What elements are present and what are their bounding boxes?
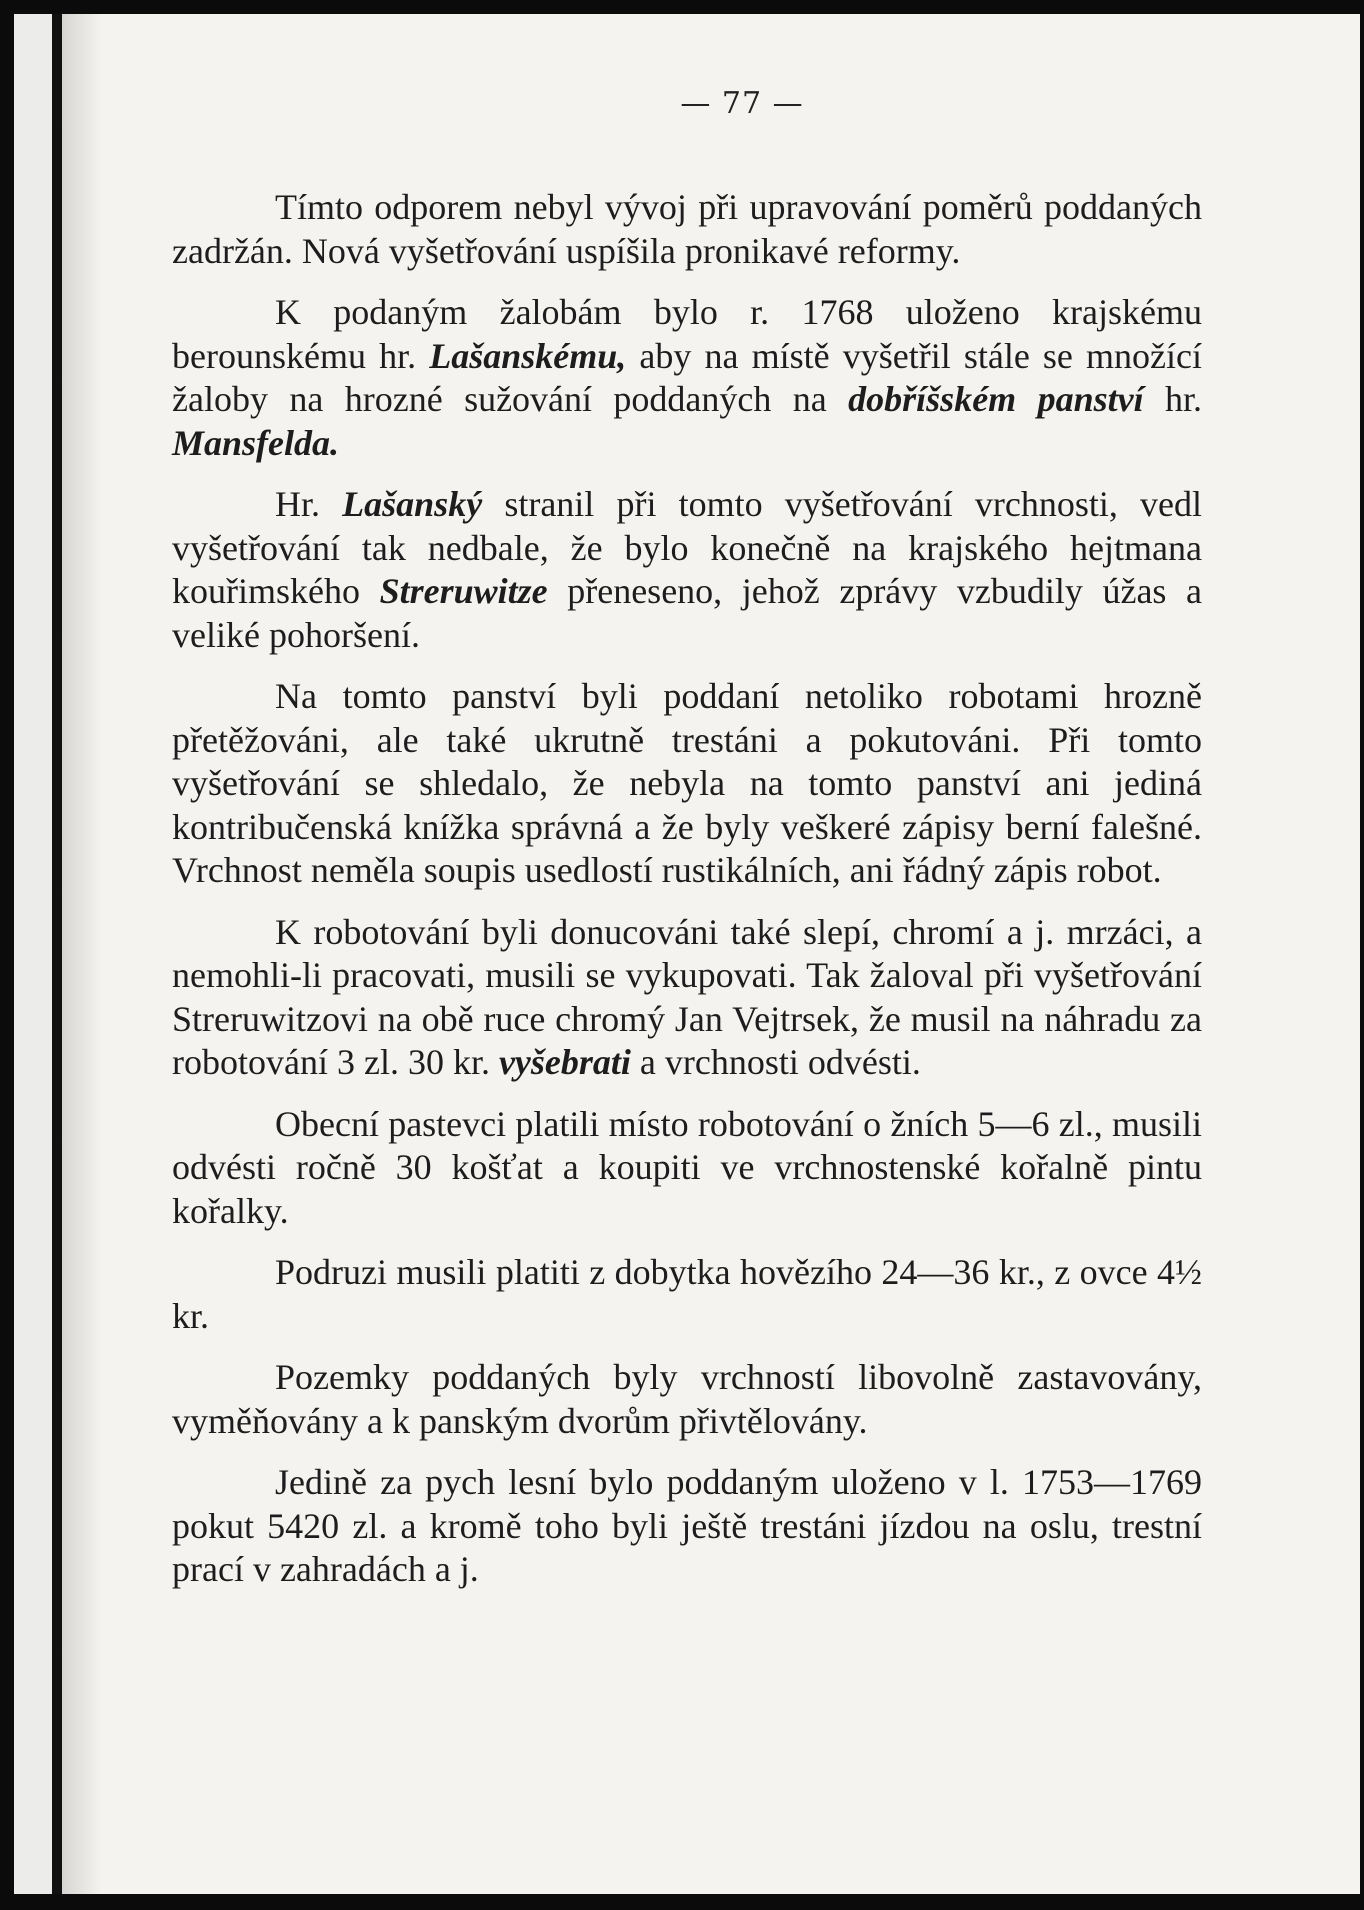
text-segment: K podaným žalobám bylo r. 1768 uloženo krajskému berounskému hr.	[172, 292, 1202, 376]
paragraph	[172, 291, 1202, 465]
text-segment: Na tomto panství byli poddaní netoliko robotami hrozně přetěžováni, ale také ukrutně trestáni a pokutováni. Při tomto vyšetřování se shledalo, že nebyla na tomto panství ani jediná kontribučenská knížka správná a že byly veškeré zápisy berní falešné. Vrchnost neměla soupis usedlostí rustikálních, ani řádný zápis robot.	[172, 676, 1202, 890]
emphasized-text: Lašanský	[342, 484, 483, 524]
paragraph	[172, 1461, 1202, 1592]
text-segment: přeneseno, jehož zprávy vzbudily úžas a veliké pohoršení.	[172, 571, 1203, 655]
body-text	[172, 186, 1202, 1610]
text-segment: Jedině za pych lesní bylo poddaným uloženo v l. 1753—1769 pokut 5420 zl. a kromě toho byli ještě trestáni jízdou na oslu, trestní prací v zahradách a j.	[172, 1462, 1202, 1589]
gutter-shadow	[62, 14, 102, 1894]
paragraph	[172, 911, 1202, 1085]
text-segment: a vrchnosti odvésti.	[630, 1042, 921, 1082]
text-segment: Tímto odporem nebyl vývoj při upravování poměrů poddaných zadržán. Nová vyšetřování uspíšila pronikavé reformy.	[172, 187, 1202, 271]
emphasized-text: Lašanskému,	[429, 335, 627, 376]
text-segment: Obecní pastevci platili místo robotování o žních 5—6 zl., musili odvésti ročně 30 košťat a koupiti ve vrchnostenské kořalně pintu kořalky.	[172, 1103, 1202, 1231]
text-segment: aby na místě vyšetřil stále se množící žaloby na hrozné sužování poddaných na	[172, 335, 1202, 419]
paragraph	[172, 483, 1202, 657]
paragraph	[172, 186, 1202, 273]
text-segment: K robotování byli donucováni také slepí, chromí a j. mrzáci, a nemohli-li pracovati, musili se vykupovati. Tak žaloval při vyšetřování Streruwitzovi na obě ruce chromý Jan Vejtrsek, že musil na náhradu za robotování 3 zl. 30 kr.	[172, 911, 1202, 1082]
paragraph	[172, 1251, 1202, 1338]
text-segment: Hr.	[275, 484, 343, 524]
emphasized-text: Streruwitze	[379, 571, 548, 611]
text-segment: hr.	[1143, 379, 1202, 419]
text-segment: Pozemky poddaných byly vrchností libovolně zastavovány, vyměňovány a k panským dvorům přivtělovány.	[172, 1357, 1202, 1441]
binding-gutter	[52, 14, 62, 1894]
paragraph	[172, 675, 1202, 893]
page-left-margin	[14, 14, 52, 1894]
page-number: — 77 —	[680, 86, 804, 121]
emphasized-text: vyšebrati	[498, 1042, 631, 1082]
book-page	[14, 14, 1360, 1894]
paragraph	[172, 1356, 1202, 1443]
emphasized-text: Mansfelda.	[172, 422, 340, 463]
emphasized-text: dobříšském panství	[848, 379, 1144, 419]
text-segment: Podruzi musili platiti z dobytka hovězího 24—36 kr., z ovce 4½ kr.	[172, 1252, 1202, 1336]
text-segment: stranil při tomto vyšetřování vrchnosti, vedl vyšetřování tak nedbale, že bylo konečně na krajského hejtmana kouřimského	[172, 484, 1202, 611]
paragraph	[172, 1103, 1202, 1234]
